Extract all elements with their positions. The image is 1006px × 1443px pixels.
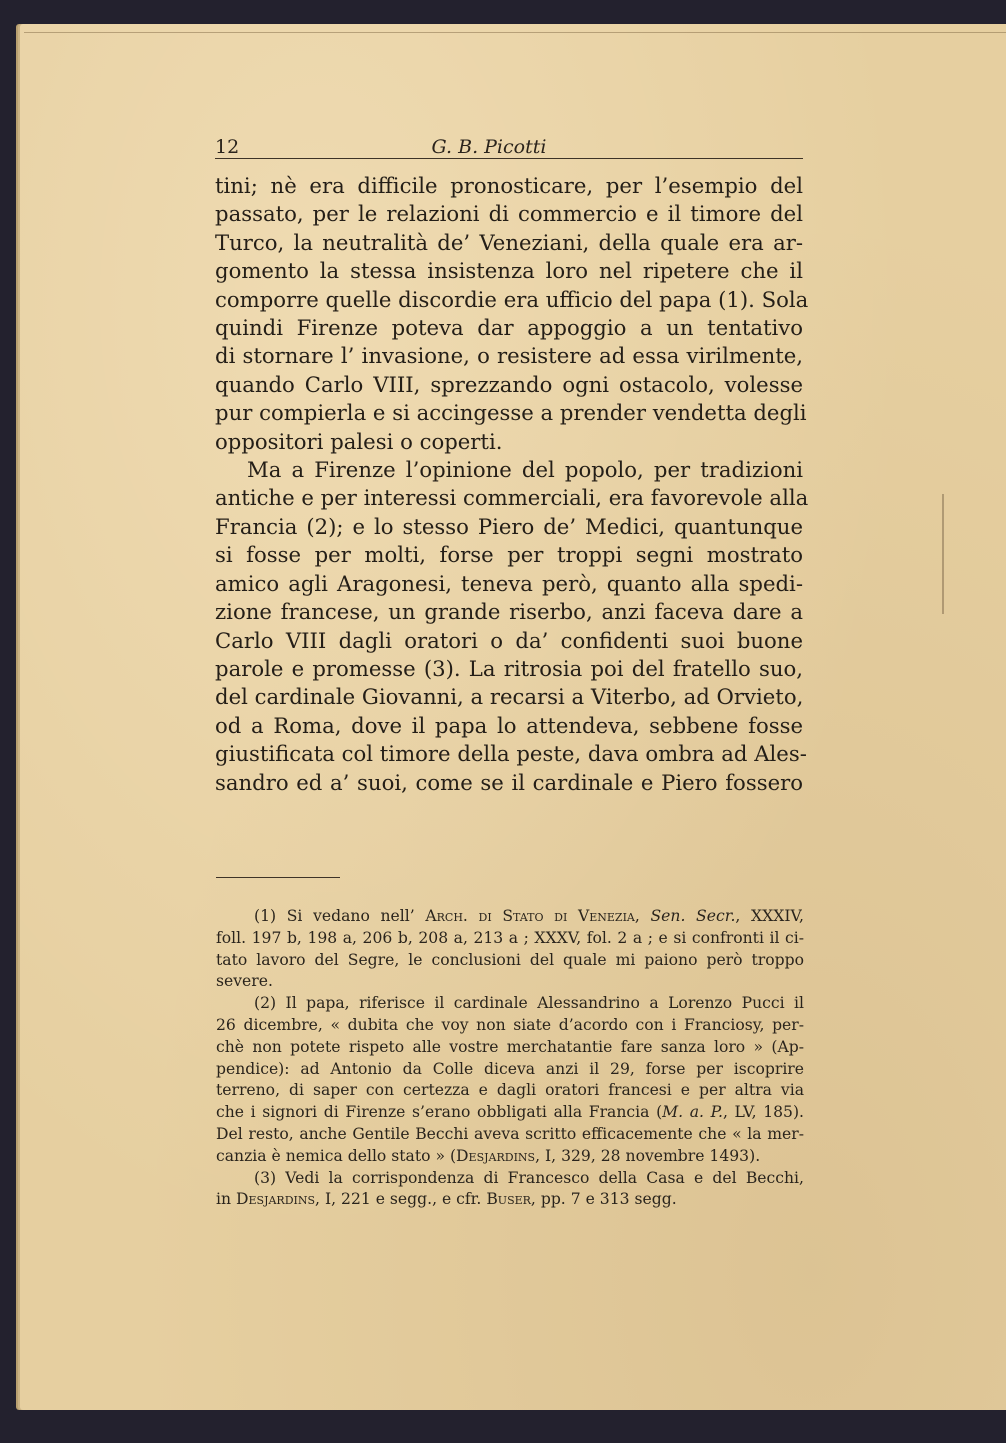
- footnote-line: [216, 1189, 804, 1211]
- footnote-line: [216, 1146, 804, 1168]
- page-number: 12: [215, 136, 240, 158]
- text-line: passato, per le relazioni di commercio e il timore del: [215, 201, 803, 227]
- text-line: quindi Firenze poteva dar appoggio a un tentativo: [215, 315, 803, 341]
- text-line: Ma a Firenze l’opinione del popolo, per tradizioni: [247, 457, 803, 483]
- series-name: Sen. Secr.: [650, 907, 736, 925]
- footnote-text: , XXXIV,: [735, 907, 804, 925]
- footnote-text: che i signori di Firenze s’erano obbligati alla Francia (: [216, 1103, 663, 1122]
- footnote-text: , LV, 185).: [722, 1103, 804, 1122]
- text-line: Turco, la neutralità de’ Veneziani, della quale era ar-: [215, 229, 803, 255]
- text-line: oppositori palesi o coperti.: [215, 428, 503, 454]
- text-line: Francia (2); e lo stesso Piero de’ Medici, quantunque: [215, 513, 803, 539]
- footnote-line: chè non potete rispeto alle vostre merchatantie fare sanza loro » (Ap-: [216, 1037, 804, 1056]
- footnote-line: foll. 197 b, 198 a, 206 b, 208 a, 213 a ; XXXV, fol. 2 a ; e si confronti il ci-: [216, 928, 804, 947]
- source-abbrev: M. a. P.: [662, 1103, 723, 1122]
- text-line: pur compierla e si accingesse a prender vendetta degli: [215, 400, 807, 426]
- footnote-text: , I, 221 e segg., e cfr.: [315, 1190, 487, 1209]
- archive-name: Arch. di Stato di Venezia: [425, 907, 635, 925]
- margin-mark: [942, 494, 944, 614]
- author-name: Desjardins: [236, 1190, 316, 1209]
- body-text: [215, 172, 809, 797]
- footnote-line: terreno, di saper con certezza e dagli oratori francesi e per altra via: [216, 1081, 804, 1100]
- text-line: comporre quelle discordie era ufficio del papa (1). Sola: [215, 286, 809, 312]
- footnote-line: [216, 906, 804, 928]
- text-line: del cardinale Giovanni, a recarsi a Viterbo, ad Orvieto,: [215, 684, 804, 710]
- footnote-line: severe.: [216, 972, 273, 991]
- footnote-line: (3) Vedi la corrispondenza di Francesco della Casa e del Becchi,: [254, 1168, 804, 1187]
- footnote-text: ,: [634, 907, 651, 925]
- footnote-line: Del resto, anche Gentile Becchi aveva scritto efficacemente che « la mer-: [216, 1124, 804, 1143]
- text-line: si fosse per molti, forse per troppi segni mostrato: [215, 542, 803, 568]
- text-line: antiche e per interessi commerciali, era favorevole alla: [215, 485, 809, 511]
- footnote-text: , pp. 7 e 313 segg.: [530, 1190, 677, 1209]
- footnotes: [216, 906, 804, 1211]
- page-header: [215, 130, 803, 159]
- footnote-1: [216, 906, 804, 993]
- text-line: quando Carlo VIII, sprezzando ogni ostacolo, volesse: [215, 371, 803, 397]
- footnote-text: canzia è nemica dello stato » (: [216, 1146, 457, 1165]
- text-line: gomento la stessa insistenza loro nel ripetere che il: [215, 258, 803, 284]
- footnote-line: (2) Il papa, riferisce il cardinale Alessandrino a Lorenzo Pucci il: [254, 994, 804, 1013]
- text-line: Carlo VIII dagli oratori o da’ confidenti suoi buone: [215, 627, 803, 653]
- footnote-line: 26 dicembre, « dubita che voy non siate d’acordo con i Franciosy, per-: [216, 1015, 804, 1034]
- text-line: di stornare l’ invasione, o resistere ad essa virilmente,: [215, 343, 803, 369]
- footnote-text: in: [216, 1190, 236, 1209]
- author-name: Buser: [486, 1190, 531, 1209]
- text-line: amico agli Aragonesi, teneva però, quanto alla spedi-: [215, 570, 803, 596]
- page-edge-line: [24, 32, 1006, 33]
- text-line: zione francese, un grande riserbo, anzi faceva dare a: [215, 599, 803, 625]
- text-line: giustificata col timore della peste, dava ombra ad Ales-: [215, 741, 807, 767]
- author-name: Desjardins: [456, 1146, 536, 1165]
- footnote-text: (1) Si vedano nell’: [254, 907, 426, 925]
- footnote-line: tato lavoro del Segre, le conclusioni del quale mi paiono però troppo: [216, 950, 804, 969]
- text-line: sandro ed a’ suoi, come se il cardinale e Piero fossero: [215, 769, 803, 795]
- text-line: parole e promesse (3). La ritrosia poi del fratello suo,: [215, 655, 803, 681]
- text-line: od a Roma, dove il papa lo attendeva, sebbene fosse: [215, 712, 803, 738]
- footnote-3: [216, 1168, 804, 1212]
- running-head: G. B. Picotti: [431, 136, 547, 158]
- footnote-line: [216, 1102, 804, 1124]
- footnote-rule: [216, 877, 340, 878]
- footnote-line: pendice): ad Antonio da Colle diceva anzi il 29, forse per iscoprire: [216, 1059, 804, 1078]
- text-line: tini; nè era difficile pronosticare, per l’esempio del: [215, 173, 803, 198]
- footnote-2: [216, 993, 804, 1167]
- footnote-text: , I, 329, 28 novembre 1493).: [535, 1146, 761, 1165]
